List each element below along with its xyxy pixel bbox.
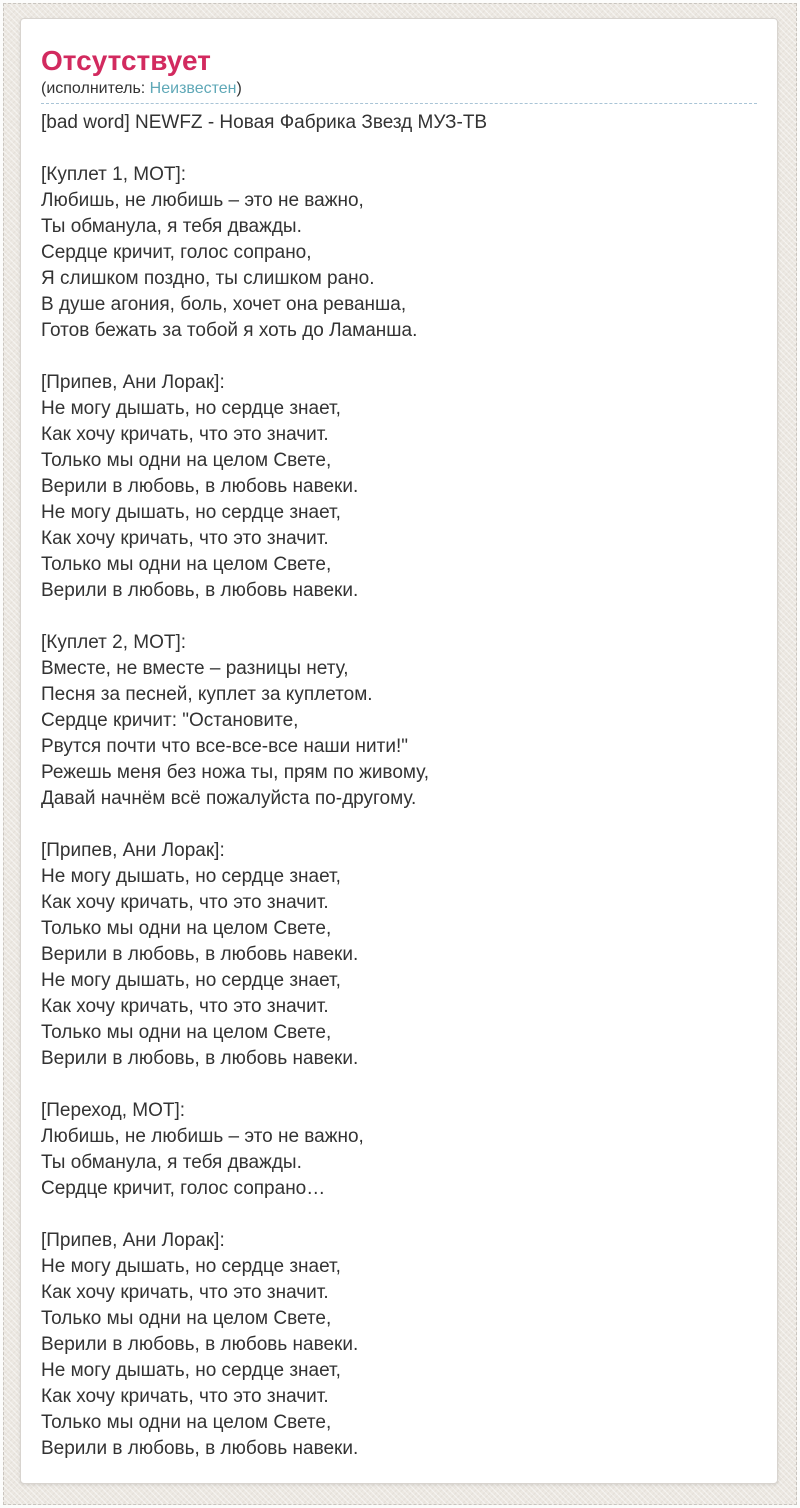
lyric-line: Верили в любовь, в любовь навеки.	[41, 1438, 359, 1459]
artist-line	[41, 77, 757, 99]
lyric-line: [bad word] NEWFZ - Новая Фабрика Звезд МУЗ-ТВ	[41, 112, 488, 133]
lyric-line: Сердце кричит, голос сопрано,	[41, 242, 312, 263]
lyric-line: Не могу дышать, но сердце знает,	[41, 1256, 341, 1277]
page-background	[3, 3, 797, 1505]
lyric-line: Верили в любовь, в любовь навеки.	[41, 1334, 359, 1355]
artist-link[interactable]: Неизвестен	[149, 80, 237, 97]
lyric-line: Ты обманула, я тебя дважды.	[41, 216, 302, 237]
lyric-line: Давай начнём всё пожалуйста по-другому.	[41, 788, 417, 809]
lyric-line: Как хочу кричать, что это значит.	[41, 892, 329, 913]
lyric-line: Не могу дышать, но сердце знает,	[41, 866, 341, 887]
lyric-line: [Припев, Ани Лорак]:	[41, 1230, 225, 1251]
lyric-line: Не могу дышать, но сердце знает,	[41, 1360, 341, 1381]
lyric-line: Верили в любовь, в любовь навеки.	[41, 944, 359, 965]
lyric-line: [Припев, Ани Лорак]:	[41, 840, 225, 861]
lyric-line: Как хочу кричать, что это значит.	[41, 424, 329, 445]
lyric-line: [Переход, МОТ]:	[41, 1100, 186, 1121]
card-header	[41, 45, 757, 104]
lyric-line: Только мы одни на целом Свете,	[41, 554, 332, 575]
lyric-line: Только мы одни на целом Свете,	[41, 918, 332, 939]
lyric-line: Верили в любовь, в любовь навеки.	[41, 476, 359, 497]
lyric-line: Только мы одни на целом Свете,	[41, 1412, 332, 1433]
lyric-line: В душе агония, боль, хочет она реванша,	[41, 294, 407, 315]
lyric-line: Рвутся почти что все-все-все наши нити!"	[41, 736, 408, 757]
lyric-line	[41, 1202, 757, 1228]
lyric-line: Только мы одни на целом Свете,	[41, 1022, 332, 1043]
lyric-line: Готов бежать за тобой я хоть до Ламанша.	[41, 320, 418, 341]
lyric-line: Верили в любовь, в любовь навеки.	[41, 1048, 359, 1069]
lyric-line: Как хочу кричать, что это значит.	[41, 996, 329, 1017]
lyric-line: Как хочу кричать, что это значит.	[41, 528, 329, 549]
lyric-line: Ты обманула, я тебя дважды.	[41, 1152, 302, 1173]
lyric-line: Любишь, не любишь – это не важно,	[41, 1126, 364, 1147]
lyric-line	[41, 604, 757, 630]
lyric-line: [Припев, Ани Лорак]:	[41, 372, 225, 393]
lyric-line: Вместе, не вместе – разницы нету,	[41, 658, 349, 679]
lyric-line: Не могу дышать, но сердце знает,	[41, 398, 341, 419]
lyric-line: Сердце кричит, голос сопрано…	[41, 1178, 326, 1199]
lyric-line: Не могу дышать, но сердце знает,	[41, 970, 341, 991]
lyric-line: Как хочу кричать, что это значит.	[41, 1386, 329, 1407]
lyric-line: Только мы одни на целом Свете,	[41, 450, 332, 471]
lyrics-card	[20, 18, 778, 1484]
lyric-line	[41, 1072, 757, 1098]
lyric-line: Песня за песней, куплет за куплетом.	[41, 684, 373, 705]
lyric-line: Как хочу кричать, что это значит.	[41, 1282, 329, 1303]
lyric-line: Верили в любовь, в любовь навеки.	[41, 580, 359, 601]
lyric-line: Режешь меня без ножа ты, прям по живому,	[41, 762, 430, 783]
lyric-line	[41, 344, 757, 370]
lyric-line	[41, 812, 757, 838]
lyric-line: Я слишком поздно, ты слишком рано.	[41, 268, 375, 289]
lyrics-text	[41, 104, 757, 1462]
lyric-line	[41, 136, 757, 162]
lyric-line: Не могу дышать, но сердце знает,	[41, 502, 341, 523]
lyric-line: [Куплет 1, МОТ]:	[41, 164, 187, 185]
artist-paren-close: )	[236, 80, 242, 97]
lyric-line: Любишь, не любишь – это не важно,	[41, 190, 364, 211]
lyric-line: Только мы одни на целом Свете,	[41, 1308, 332, 1329]
lyric-line: Сердце кричит: "Остановите,	[41, 710, 299, 731]
lyric-line: [Куплет 2, МОТ]:	[41, 632, 187, 653]
artist-label: (исполнитель:	[41, 80, 150, 97]
song-title: Отсутствует	[41, 45, 211, 76]
